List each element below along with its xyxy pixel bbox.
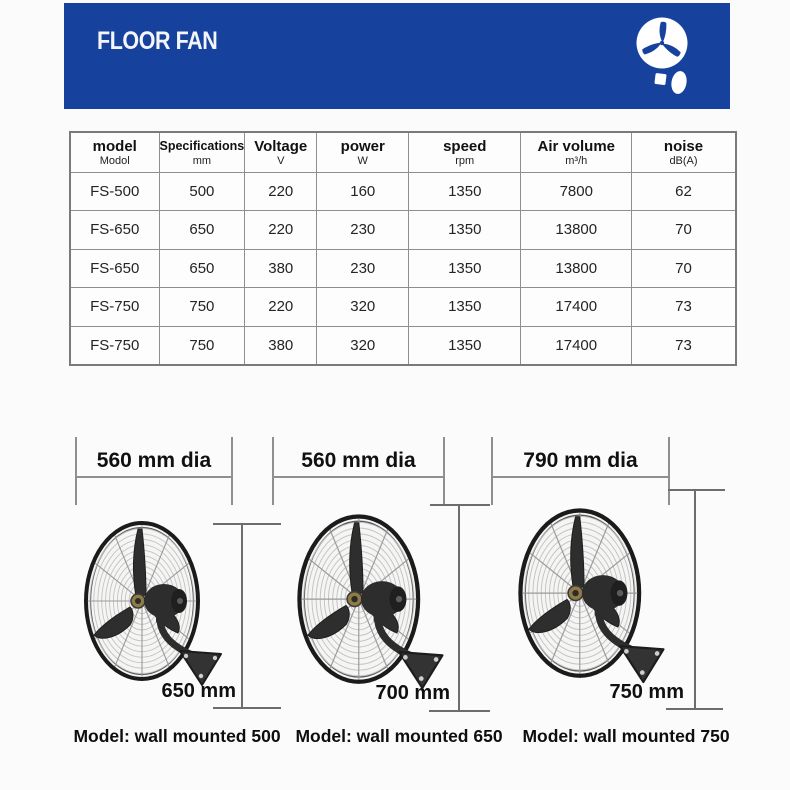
cell-air-volume: 13800 bbox=[521, 211, 632, 250]
col-model: model Modol bbox=[70, 132, 159, 172]
cell-noise: 70 bbox=[632, 249, 736, 288]
wall-fan-illustration bbox=[80, 515, 245, 700]
cell-spec: 650 bbox=[159, 249, 245, 288]
cell-noise: 73 bbox=[632, 326, 736, 365]
cell-voltage: 220 bbox=[245, 211, 317, 250]
table-row bbox=[70, 326, 736, 365]
dim-line bbox=[694, 489, 696, 710]
fan-model-caption: Model: wall mounted 500 bbox=[73, 726, 281, 746]
cell-spec: 650 bbox=[159, 211, 245, 250]
spec-table bbox=[69, 131, 737, 366]
cell-voltage: 380 bbox=[245, 326, 317, 365]
col-voltage: Voltage V bbox=[245, 132, 317, 172]
cell-noise: 73 bbox=[632, 288, 736, 327]
cell-air-volume: 17400 bbox=[521, 288, 632, 327]
dim-tick bbox=[668, 489, 725, 491]
table-row bbox=[70, 172, 736, 211]
height-dimension-label: 700 mm bbox=[375, 682, 450, 704]
fan-propeller-icon bbox=[630, 12, 694, 104]
diameter-dimension-label: 560 mm dia bbox=[301, 449, 416, 472]
diameter-dimension-label: 790 mm dia bbox=[523, 449, 638, 472]
cell-speed: 1350 bbox=[409, 249, 521, 288]
page-title: FLOOR FAN bbox=[97, 27, 218, 55]
col-specifications: Specifications mm bbox=[159, 132, 245, 172]
spec-table-section bbox=[69, 131, 737, 366]
cell-model: FS-650 bbox=[70, 249, 159, 288]
height-dimension-label: 650 mm bbox=[161, 680, 236, 702]
dim-line bbox=[272, 476, 445, 478]
cell-power: 230 bbox=[317, 249, 409, 288]
cell-model: FS-750 bbox=[70, 288, 159, 327]
fan-model-caption: Model: wall mounted 750 bbox=[522, 726, 730, 746]
cell-model: FS-750 bbox=[70, 326, 159, 365]
dim-line bbox=[491, 476, 670, 478]
cell-noise: 70 bbox=[632, 211, 736, 250]
cell-power: 230 bbox=[317, 211, 409, 250]
table-row bbox=[70, 211, 736, 250]
cell-voltage: 220 bbox=[245, 288, 317, 327]
table-row bbox=[70, 249, 736, 288]
cell-power: 160 bbox=[317, 172, 409, 211]
cell-power: 320 bbox=[317, 326, 409, 365]
cell-spec: 750 bbox=[159, 326, 245, 365]
dim-tick bbox=[429, 710, 490, 712]
table-row bbox=[70, 288, 736, 327]
cell-speed: 1350 bbox=[409, 326, 521, 365]
table-header-row bbox=[70, 132, 736, 172]
diameter-dimension-label: 560 mm dia bbox=[96, 449, 212, 472]
wall-fan-illustration bbox=[514, 502, 689, 698]
cell-spec: 750 bbox=[159, 288, 245, 327]
dim-tick bbox=[430, 504, 490, 506]
cell-model: FS-500 bbox=[70, 172, 159, 211]
height-dimension-label: 750 mm bbox=[609, 681, 684, 703]
dim-line bbox=[75, 476, 233, 478]
header-banner bbox=[64, 3, 730, 109]
cell-speed: 1350 bbox=[409, 288, 521, 327]
cell-air-volume: 13800 bbox=[521, 249, 632, 288]
cell-voltage: 380 bbox=[245, 249, 317, 288]
cell-power: 320 bbox=[317, 288, 409, 327]
cell-speed: 1350 bbox=[409, 172, 521, 211]
dim-tick bbox=[213, 707, 281, 709]
col-speed: speed rpm bbox=[409, 132, 521, 172]
col-power: power W bbox=[317, 132, 409, 172]
cell-air-volume: 17400 bbox=[521, 326, 632, 365]
cell-voltage: 220 bbox=[245, 172, 317, 211]
cell-speed: 1350 bbox=[409, 211, 521, 250]
fan-model-caption: Model: wall mounted 650 bbox=[295, 726, 503, 746]
col-noise: noise dB(A) bbox=[632, 132, 736, 172]
cell-noise: 62 bbox=[632, 172, 736, 211]
col-air-volume: Air volume m³/h bbox=[521, 132, 632, 172]
cell-spec: 500 bbox=[159, 172, 245, 211]
wall-fan-illustration bbox=[293, 508, 468, 704]
cell-model: FS-650 bbox=[70, 211, 159, 250]
dim-tick bbox=[666, 708, 723, 710]
cell-air-volume: 7800 bbox=[521, 172, 632, 211]
